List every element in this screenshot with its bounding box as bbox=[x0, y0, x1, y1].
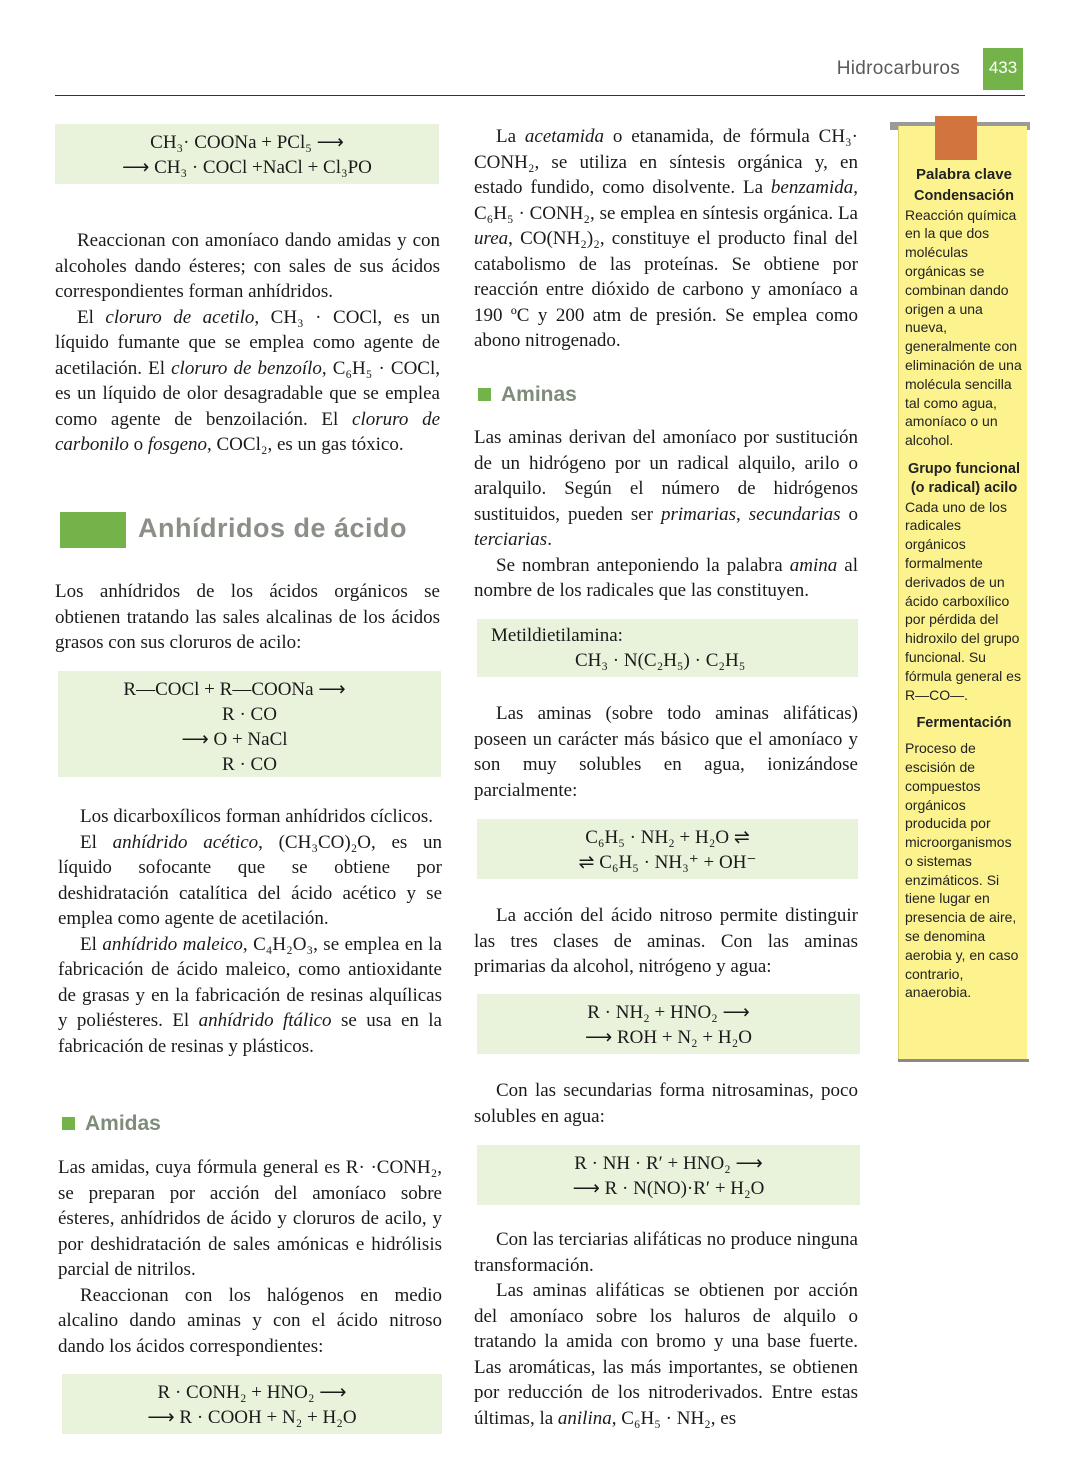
formula-line: R · CO bbox=[222, 704, 277, 725]
formula-line: R · CO bbox=[222, 754, 277, 775]
paragraph: Se nombran anteponiendo la palabra amina al nombre de los radicales que las constituyen. bbox=[474, 554, 859, 601]
middle-text-block-5 bbox=[474, 1078, 858, 1129]
formula-line: C₆H₅ · NH₂ + H₂O ⇌ bbox=[585, 827, 750, 848]
formula-box-primary-amine bbox=[477, 994, 860, 1054]
paragraph: Reaccionan con los halógenos en medio alcalino dando aminas y con el ácido nitroso dando los ácidos correspondientes: bbox=[58, 1284, 442, 1357]
sidebar-bottom-rule bbox=[898, 1059, 1029, 1062]
section-heading-amidas: Amidas bbox=[62, 1112, 161, 1136]
paragraph: La acción del ácido nitroso permite distinguir las tres clases de aminas. Con las aminas primarias da alcohol, nitrógeno y agua: bbox=[474, 905, 858, 977]
formula-line: R · CONH₂ + HNO₂ ⟶ bbox=[157, 1382, 347, 1403]
formula-line: ⟶ R · COOH + N₂ + H₂O bbox=[147, 1407, 357, 1428]
middle-text-block-3 bbox=[474, 701, 858, 803]
paragraph: El cloruro de acetilo, CH₃ · COCl, es un líquido fumante que se emplea como agente de acetilación. El cloruro de benzoílo, C₆H₅ · COCl, es un líquido de olor desagradable que se emplea como agente de benzoilación. El cloruro de carbonilo o fosgeno, COCl₂, es un gas tóxico. bbox=[55, 306, 440, 455]
paragraph: Los anhídridos de los ácidos orgánicos se obtienen tratando las sales alcalinas de los ácidos grasos con sus cloruros de acilo: bbox=[55, 581, 440, 653]
paragraph: Con las terciarias alifáticas no produce ninguna transformación. bbox=[474, 1229, 858, 1276]
glossary-sidebar bbox=[898, 126, 1027, 1061]
running-header-title: Hidrocarburos bbox=[836, 58, 960, 79]
formula-box-aniline-ionization bbox=[477, 819, 858, 879]
paragraph: Reaccionan con amoníaco dando amidas y con alcoholes dando ésteres; con sales de sus ácidos correspondientes forman anhídridos. bbox=[55, 230, 440, 302]
middle-text-block-4 bbox=[474, 903, 858, 980]
middle-text-block-2 bbox=[474, 425, 858, 604]
left-text-block-2 bbox=[55, 579, 440, 656]
formula-line: CH₃· COONa + PCl₅ ⟶ bbox=[150, 132, 344, 153]
formula-line: ⟶ R · N(NO)·R′ + H₂O bbox=[572, 1178, 765, 1199]
left-text-block-1 bbox=[55, 228, 440, 458]
formula-line: R · NH · R′ + HNO₂ ⟶ bbox=[574, 1153, 763, 1174]
sidebar-heading: Palabra clave bbox=[916, 166, 1012, 183]
paragraph: Las aminas (sobre todo aminas alifáticas) poseen un carácter más básico que el amoníaco y son muy solubles en agua, ionizándose parcialmente: bbox=[474, 703, 858, 801]
paragraph: Las amidas, cuya fórmula general es R· ·CONH₂, se preparan por acción del amoníaco sobre ésteres, anhídridos de ácido y cloruros de acilo, y por deshidratación de sales amónicas e hidrólisis parcial de nitrilos. bbox=[58, 1157, 442, 1280]
glossary-definition: Reacción química en la que dos moléculas orgánicas se combinan dando origen a una nueva, generalmente con eliminación de una molécula sencilla tal como agua, amoníaco o un alcohol. bbox=[905, 206, 1022, 449]
sidebar-tab-marker bbox=[935, 116, 977, 160]
middle-text-block-1 bbox=[474, 124, 858, 354]
paragraph: La acetamida o etanamida, de fórmula CH₃· CONH₂, se utiliza en síntesis orgánica y, en estado fundido, como disolvente. La benzamida, C₆H₅ · CONH₂, se emplea en síntesis orgánica. La urea, CO(NH₂)₂, constituye el producto final del catabolismo de las proteínas. Se obtiene por reacción entre dióxido de carbono y amoníaco a 190 ºC y 200 atm de presión. Se emplea como abono nitrogenado. bbox=[474, 126, 858, 351]
section-marker-bar bbox=[60, 512, 126, 548]
paragraph: Con las secundarias forma nitrosaminas, poco solubles en agua: bbox=[474, 1080, 858, 1127]
glossary-definition: Cada uno de los radicales orgánicos formalmente derivados de un ácido carboxílico por pérdida del hidroxilo del grupo funcional. Su fórmula general es R—CO—. bbox=[905, 498, 1021, 703]
left-text-block-3 bbox=[58, 804, 442, 1059]
middle-text-block-6 bbox=[474, 1227, 858, 1431]
formula-label: Metildietilamina: bbox=[491, 625, 623, 646]
formula-line: ⟶ ROH + N₂ + H₂O bbox=[585, 1027, 752, 1048]
formula-line: ⟶ O + NaCl bbox=[181, 729, 288, 750]
paragraph: El anhídrido maleico, C₄H₂O₃, se emplea en la fabricación de ácido maleico, como antioxidante de grasas y en la fabricación de resinas alquílicas y poliésteres. El anhídrido ftálico se usa en la fabricación de resinas y plásticos. bbox=[58, 933, 442, 1057]
formula-box-secondary-amine bbox=[477, 1145, 860, 1205]
paragraph: Los dicarboxílicos forman anhídridos cíclicos. bbox=[80, 806, 433, 827]
glossary-term: Grupo funcional (o radical) acilo bbox=[908, 460, 1020, 496]
section-heading-anhidridos: Anhídridos de ácido bbox=[138, 513, 408, 543]
formula-line: CH₃ · N(C₂H₅) · C₂H₅ bbox=[575, 650, 746, 671]
glossary-definition: Proceso de escisión de compuestos orgánicos producida por microorganismos o sistemas enzimáticos. Si tiene lugar en presencia de aire, se denomina aerobia y, en caso contrario, anaerobia. bbox=[905, 740, 1019, 1001]
heading-square-icon bbox=[62, 1117, 75, 1130]
glossary-term: Condensación bbox=[914, 187, 1014, 204]
formula-box-amide-nitrous bbox=[62, 1374, 442, 1434]
heading-square-icon bbox=[478, 388, 491, 401]
left-text-block-4 bbox=[58, 1155, 442, 1359]
glossary-term: Fermentación bbox=[916, 715, 1012, 732]
paragraph: El anhídrido acético, (CH₃CO)₂O, es un líquido sofocante que se obtiene por deshidratación catalítica del ácido acético y se emplea como agente de acetilación. bbox=[58, 831, 443, 929]
formula-box-acetyl-chloride bbox=[55, 124, 439, 184]
paragraph: Las aminas alifáticas se obtienen por acción del amoníaco sobre los haluros de alquilo o tratando la amida con bromo y una base fuerte. Las aromáticas, las más importantes, se obtienen por reducción de los nitroderivados. Entre estas últimas, la anilina, C₆H₅ · NH₂, es bbox=[474, 1280, 858, 1429]
section-heading-aminas: Aminas bbox=[478, 383, 577, 407]
formula-line: ⟶ CH₃ · COCl +NaCl + Cl₃PO bbox=[122, 157, 372, 178]
formula-box-anhydride bbox=[58, 671, 441, 777]
formula-line: R—COCl + R—COONa ⟶ bbox=[123, 679, 346, 700]
formula-line: ⇌ C₆H₅ · NH₃⁺ + OH⁻ bbox=[578, 852, 757, 873]
header-rule bbox=[55, 95, 1025, 96]
formula-box-metildietilamina bbox=[477, 619, 858, 677]
formula-line: R · NH₂ + HNO₂ ⟶ bbox=[587, 1002, 750, 1023]
page-number: 433 bbox=[983, 48, 1023, 90]
paragraph: Las aminas derivan del amoníaco por sustitución de un hidrógeno por un radical alquilo, arilo o aralquilo. Según el número de hidrógenos sustituidos, pueden ser primarias, secundarias o terciarias. bbox=[474, 427, 859, 550]
